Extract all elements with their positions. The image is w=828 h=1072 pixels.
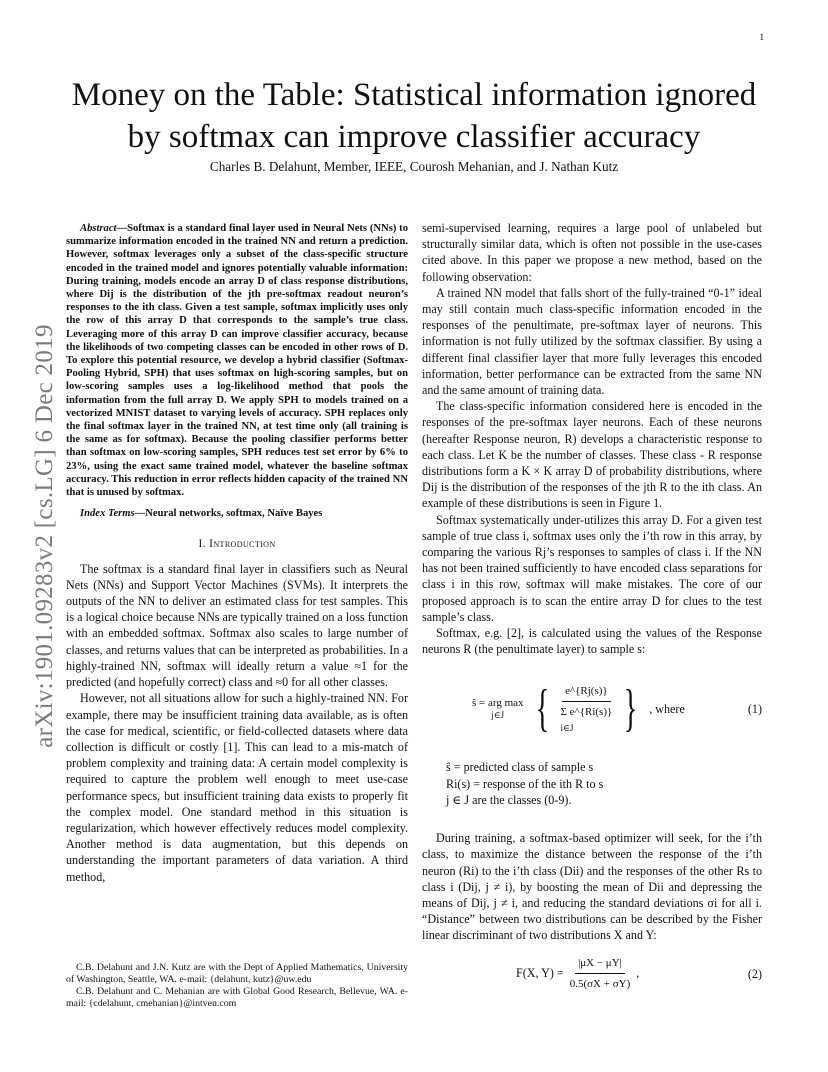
eq2-numerator: |μX − μY| xyxy=(575,955,625,974)
left-brace: { xyxy=(535,680,549,738)
abstract-label: Abstract xyxy=(80,223,117,234)
equation-2 xyxy=(422,954,762,994)
paper-authors: Charles B. Delahunt, Member, IEEE, Courosh Mehanian, and J. Nathan Kutz xyxy=(209,159,619,174)
index-terms xyxy=(66,507,408,520)
definition-list xyxy=(446,759,762,808)
paper-title: Money on the Table: Statistical information ignored by softmax can improve classifier accuracy xyxy=(71,77,757,155)
body-paragraph: A trained NN model that falls short of the fully-trained “0-1” ideal may still contain much class-specific information encoded in the responses of the penultimate, pre-softmax layer of neurons. This information is not fully utilized by the softmax classifier. By using a different final classifier layer that more fully leverages this encoded information, better performance can be extracted from the same NN and the same amount of training data. xyxy=(422,285,762,398)
definition-item: ŝ = predicted class of sample s xyxy=(446,760,594,775)
eq2-trail: , xyxy=(636,966,640,981)
eq1-den-sub: i∈J xyxy=(560,723,574,734)
body-paragraph: However, not all situations allow for such a highly-trained NN. For example, there may be insufficient training data available, as is often the case for medical, scientific, or field-collected datasets where data collection is difficult or costly [1]. This can lead to a mis-match of problem complexity and training data: A certain model complexity is required to capture the problem well enough to meet use-case performance specs, but insufficient training data exists to properly fit the complex model. One standard method in this situation is regularization, which however effectively reduces model complexity. Another method is data augmentation, but this depends on understanding the important parameters of data variation. A third method, xyxy=(66,691,408,884)
eq1-numerator: e^{Rj(s)} xyxy=(562,683,611,702)
body-paragraph: semi-supervised learning, requires a large pool of unlabeled but structurally similar data, which is often not possible in the use-cases cited above. In this paper we propose a new method, based on the following observation: xyxy=(422,221,762,284)
fisher-fraction xyxy=(570,955,631,992)
equation-number-1: (1) xyxy=(747,702,762,717)
body-paragraph: The softmax is a standard final layer in classifiers such as Neural Nets (NNs) and Support Vector Machines (SVMs). It interprets the outputs of the NN to deliver an estimated class for test samples. This is a logical choice because NNs are typically trained on a loss function with an embedded softmax. Softmax also scales to large number of classes, and returns values that can be interpreted as probabilities. In a highly-trained NN, softmax will ideally return a value ≈1 for the predicted (and hopefully correct) class and ≈0 for all other classes. xyxy=(66,561,408,690)
abstract xyxy=(66,222,408,499)
index-terms-text: —Neural networks, softmax, Naïve Bayes xyxy=(134,508,323,520)
body-paragraph: Softmax systematically under-utilizes this array D. For a given test sample of true class i, softmax uses only the i’th row in this array, by comparing the various Rj’s responses to samples of class i. If the NN has not been trained sufficiently to have encoded class separations for class i in this row, softmax will make mistakes. The core of our proposed approach is to scan the entire array D for clues to the test sample’s class. xyxy=(422,512,762,624)
arxiv-stamp-text: arXiv:1901.09283v2 [cs.LG] 6 Dec 2019 xyxy=(31,324,58,748)
right-column xyxy=(422,220,762,994)
footnote: C.B. Delahunt and C. Mehanian are with Global Good Research, Bellevue, WA. e-mail: {cdelahunt, cmehanian}@intven.com xyxy=(66,986,408,1009)
definition-item: j ∈ J are the classes (0-9). xyxy=(446,792,572,807)
definition-item: Ri(s) = response of the ith R to s xyxy=(446,776,604,791)
footnote: C.B. Delahunt and J.N. Kutz are with the Dept of Applied Mathematics, University of Washington, Seattle, WA. e-mail: {delahunt, kutz}@uw.edu xyxy=(66,962,408,985)
left-column xyxy=(66,222,408,885)
eq2-lhs: F(X, Y) = xyxy=(516,966,564,981)
index-terms-label: Index Terms xyxy=(80,508,135,520)
argmax-operator xyxy=(472,697,524,721)
body-paragraph: During training, a softmax-based optimizer will seek, for the i’th class, to maximize the distance between the response of the i’th neuron (Ri) to the i’th class (Dii) and the responses of the other Rs to class i (Dij, j ≠ i), by boosting the mean of Dii and depressing the means of Dij, j ≠ i, and reducing the standard deviations σi for all i. “Distance” between two distributions can be described by the Fisher linear discriminant of two distributions X and Y: xyxy=(422,831,762,943)
eq1-denominator: Σ e^{Ri(s)} xyxy=(560,705,613,718)
abstract-text: —Softmax is a standard final layer used in Neural Nets (NNs) to summarize information encoded in the trained NN and return a prediction. However, softmax leverages only a subset of the class-specific structure encoded in the trained model and ignores potentially valuable information: During training, models encode an array D of class response distributions, where Dij is the distribution of the jth pre-softmax readout neuron’s responses to the ith class. Given a test sample, softmax implicitly uses only the row of this array D that corresponds to the sample’s true class. Leveraging more of this array D can improve classifier accuracy, because the likelihoods of two competing classes can be encoded in other rows of D. To explore this potential resource, we develop a hybrid classifier (Softmax-Pooling Hybrid, SPH) that uses softmax on high-scoring samples, but on low-scoring samples uses a log-likelihood method that pools the information from the full array D. We apply SPH to models trained on a vectorized MNIST dataset to varying levels of accuracy. SPH replaces only the final softmax layer in the trained NN, at test time only (all training is the same as for softmax). Because the pooling classifier performs better than softmax on low-scoring samples, SPH reduces test set error by 6% to 23%, using the exact same trained model, whatever the baseline softmax accuracy. This reduction in error reflects hidden capacity of the trained NN that is unused by softmax. xyxy=(66,223,408,499)
body-paragraph: The class-specific information considered here is encoded in the responses of the pre-softmax layer neurons. Each of these neurons (hereafter Response neuron, R) develops a characteristic response to each class. Let K be the number of classes. These class - R response distributions form a K × K array D of probability distributions, where Dij is the distribution of the responses of the jth R to the ith class. An example of these distributions is seen in Figure 1. xyxy=(422,399,762,511)
equation-number-2: (2) xyxy=(747,966,762,981)
equation-1 xyxy=(422,669,762,749)
eq1-trail: , where xyxy=(649,702,685,717)
right-brace: } xyxy=(623,680,638,738)
eq2-denominator: 0.5(σX + σY) xyxy=(569,978,631,991)
body-paragraph: Softmax, e.g. [2], is calculated using the values of the Response neurons R (the penultimate layer) to sample s: xyxy=(422,626,762,657)
page-number: 1 xyxy=(759,32,764,42)
section-title: I. Introduction xyxy=(198,538,276,551)
eq1-lhs: ŝ = arg max xyxy=(472,697,524,710)
softmax-fraction xyxy=(561,683,613,737)
eq1-sub: j∈J xyxy=(491,710,505,721)
footnotes xyxy=(66,962,408,1010)
